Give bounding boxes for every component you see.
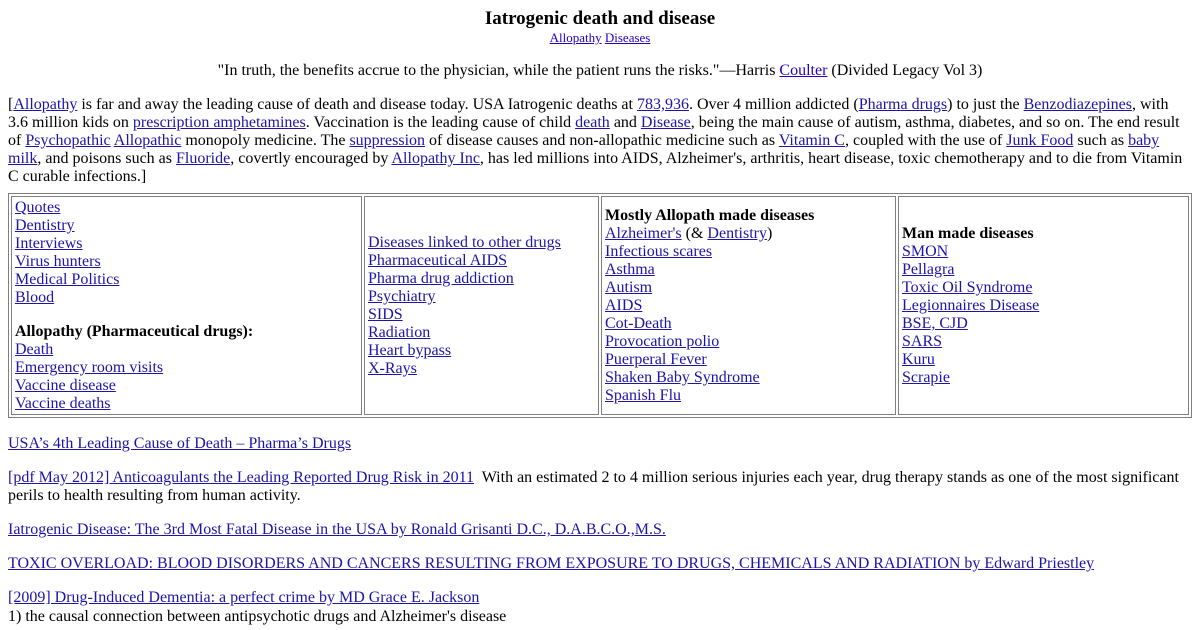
link-aids[interactable]: AIDS bbox=[605, 297, 643, 314]
link-death[interactable]: Death bbox=[15, 341, 54, 358]
intro-link-death[interactable]: death bbox=[575, 114, 610, 131]
article-link[interactable]: USA’s 4th Leading Cause of Death – Pharma’s Drugs bbox=[8, 435, 352, 452]
link-radiation[interactable]: Radiation bbox=[368, 324, 431, 341]
intro-link-disease[interactable]: Disease bbox=[640, 114, 691, 131]
intro-link-vitamin-c[interactable]: Vitamin C bbox=[778, 132, 845, 149]
link-scrapie[interactable]: Scrapie bbox=[902, 369, 950, 386]
alzheimers-note-end: ) bbox=[766, 225, 773, 242]
link-vaccine-disease[interactable]: Vaccine disease bbox=[15, 377, 116, 394]
intro-text: of disease causes and non-allopathic medicine such as bbox=[425, 132, 779, 149]
intro-text: ) to just the bbox=[947, 96, 1024, 113]
quote bbox=[8, 62, 1192, 80]
topics-column-general bbox=[11, 196, 362, 415]
intro-link-allopathy-inc[interactable]: Allopathy Inc bbox=[391, 150, 480, 167]
intro-text: . Vaccination is the leading cause of child bbox=[305, 114, 576, 131]
link-vaccine-deaths[interactable]: Vaccine deaths bbox=[15, 395, 111, 412]
link-autism[interactable]: Autism bbox=[605, 279, 653, 296]
quote-author-link[interactable]: Coulter bbox=[779, 62, 828, 79]
link-dentistry[interactable]: Dentistry bbox=[15, 217, 75, 234]
article-summary: With an estimated 2 to 4 million serious injuries each year, drug therapy stands as one of the most significant perils to health resulting from human activity. bbox=[8, 469, 1183, 504]
link-pellagra[interactable]: Pellagra bbox=[902, 261, 955, 278]
link-pharma-drug-addiction[interactable]: Pharma drug addiction bbox=[368, 270, 514, 287]
intro-text: and bbox=[609, 114, 641, 131]
quote-source: (Divided Legacy Vol 3) bbox=[827, 62, 983, 79]
link-provocation-polio[interactable]: Provocation polio bbox=[605, 333, 720, 350]
topics-column-allopath-diseases bbox=[601, 196, 896, 415]
article-item bbox=[8, 555, 1192, 573]
link-x-rays[interactable]: X-Rays bbox=[368, 360, 417, 377]
link-toxic-oil-syndrome[interactable]: Toxic Oil Syndrome bbox=[902, 279, 1033, 296]
breadcrumb-allopathy-link[interactable]: Allopathy bbox=[549, 30, 602, 45]
link-medical-politics[interactable]: Medical Politics bbox=[15, 271, 120, 288]
link-asthma[interactable]: Asthma bbox=[605, 261, 655, 278]
last-line: 1) the causal connection between antipsychotic drugs and Alzheimer's disease bbox=[8, 608, 507, 625]
link-interviews[interactable]: Interviews bbox=[15, 235, 83, 252]
article-link[interactable]: Iatrogenic Disease: The 3rd Most Fatal Disease in the USA by Ronald Grisanti D.C., D.A.B.C.O.,M.S. bbox=[8, 521, 666, 538]
intro-link-allopathy[interactable]: Allopathy bbox=[13, 96, 78, 113]
link-cot-death[interactable]: Cot-Death bbox=[605, 315, 672, 332]
intro-link-783-936[interactable]: 783,936 bbox=[636, 96, 689, 113]
intro-text: is far and away the leading cause of death and disease today. USA Iatrogenic deaths at bbox=[77, 96, 637, 113]
article-item bbox=[8, 589, 1192, 607]
article-item bbox=[8, 469, 1192, 505]
link-alzheimers[interactable]: Alzheimer's bbox=[605, 225, 682, 242]
link-quotes[interactable]: Quotes bbox=[15, 199, 61, 216]
article-item bbox=[8, 435, 1192, 453]
breadcrumb bbox=[8, 30, 1192, 46]
article-item bbox=[8, 521, 1192, 539]
article-link[interactable]: TOXIC OVERLOAD: BLOOD DISORDERS AND CANCERS RESULTING FROM EXPOSURE TO DRUGS, CHEMICALS AND RADIATION by Edward Priestley bbox=[8, 555, 1095, 572]
topics-column-man-made bbox=[898, 196, 1189, 415]
intro-link-psychopathic[interactable]: Psychopathic bbox=[25, 132, 111, 149]
link-blood[interactable]: Blood bbox=[15, 289, 55, 306]
alzheimers-note: (& bbox=[681, 225, 708, 242]
intro-link-baby-milk[interactable]: baby milk bbox=[8, 132, 1160, 167]
intro-text: , with 3.6 million kids on bbox=[8, 96, 1169, 131]
link-shaken-baby-syndrome[interactable]: Shaken Baby Syndrome bbox=[605, 369, 760, 386]
link-spanish-flu[interactable]: Spanish Flu bbox=[605, 387, 682, 404]
link-legionnaires-disease[interactable]: Legionnaires Disease bbox=[902, 297, 1040, 314]
intro-link-prescription-amphetamines[interactable]: prescription amphetamines bbox=[132, 114, 306, 131]
intro-link-fluoride[interactable]: Fluoride bbox=[176, 150, 231, 167]
link-dentistry-alt[interactable]: Dentistry bbox=[707, 225, 767, 242]
article-link[interactable]: [2009] Drug-Induced Dementia: a perfect crime by MD Grace E. Jackson bbox=[8, 589, 480, 606]
link-heart-bypass[interactable]: Heart bypass bbox=[368, 342, 452, 359]
intro-link-allopathic[interactable]: Allopathic bbox=[113, 132, 182, 149]
article-link[interactable]: [pdf May 2012] Anticoagulants the Leading Reported Drug Risk in 2011 bbox=[8, 469, 474, 486]
breadcrumb-diseases-link[interactable]: Diseases bbox=[604, 30, 651, 45]
intro-text: , has led millions into AIDS, Alzheimer's, arthritis, heart disease, toxic chemotherapy and to die from Vitamin C curable infections.] bbox=[8, 150, 1183, 185]
intro-text: . Over 4 million addicted ( bbox=[688, 96, 859, 113]
intro-paragraph bbox=[8, 96, 1192, 186]
intro-link-benzodiazepines[interactable]: Benzodiazepines bbox=[1023, 96, 1132, 113]
intro-text: such as bbox=[1073, 132, 1129, 149]
link-emergency-room-visits[interactable]: Emergency room visits bbox=[15, 359, 164, 376]
link-pharmaceutical-aids[interactable]: Pharmaceutical AIDS bbox=[368, 252, 508, 269]
allopath-diseases-heading: Mostly Allopath made diseases bbox=[605, 207, 815, 224]
link-psychiatry[interactable]: Psychiatry bbox=[368, 288, 436, 305]
man-made-heading: Man made diseases bbox=[902, 225, 1034, 242]
intro-text: , being the main cause of autism, asthma, diabetes, and so on. The end result of bbox=[8, 114, 1180, 149]
topics-table bbox=[8, 193, 1192, 418]
topics-column-drugs bbox=[364, 196, 599, 415]
link-virus-hunters[interactable]: Virus hunters bbox=[15, 253, 101, 270]
link-diseases-linked-to-other-drugs[interactable]: Diseases linked to other drugs bbox=[368, 234, 561, 251]
allopathy-heading: Allopathy (Pharmaceutical drugs): bbox=[15, 323, 254, 340]
intro-link-pharma-drugs[interactable]: Pharma drugs bbox=[858, 96, 948, 113]
link-smon[interactable]: SMON bbox=[902, 243, 949, 260]
intro-text: monopoly medicine. The bbox=[181, 132, 350, 149]
quote-text: "In truth, the benefits accrue to the physician, while the patient runs the risks."—Harris bbox=[217, 62, 780, 79]
intro-text: , and poisons such as bbox=[37, 150, 176, 167]
page-title: Iatrogenic death and disease bbox=[484, 8, 716, 29]
link-bse-cjd[interactable]: BSE, CJD bbox=[902, 315, 968, 332]
link-sids[interactable]: SIDS bbox=[368, 306, 403, 323]
intro-text: , coupled with the use of bbox=[844, 132, 1007, 149]
intro-link-suppression[interactable]: suppression bbox=[349, 132, 426, 149]
intro-text: [ bbox=[8, 96, 14, 113]
article-list bbox=[8, 435, 1192, 607]
link-sars[interactable]: SARS bbox=[902, 333, 943, 350]
intro-text: , covertly encouraged by bbox=[230, 150, 392, 167]
link-infectious-scares[interactable]: Infectious scares bbox=[605, 243, 713, 260]
link-kuru[interactable]: Kuru bbox=[902, 351, 935, 368]
link-puerperal-fever[interactable]: Puerperal Fever bbox=[605, 351, 707, 368]
intro-link-junk-food[interactable]: Junk Food bbox=[1006, 132, 1074, 149]
